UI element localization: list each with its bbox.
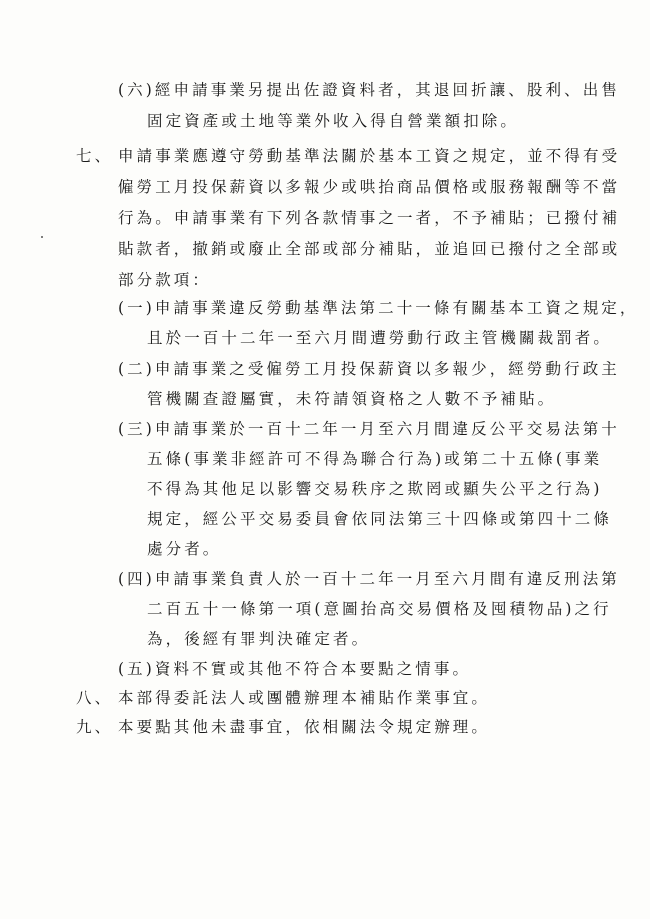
item4-line-1: (四)申請事業負責人於一百十二年一月至六月間有違反刑法第 xyxy=(118,570,620,588)
item4-line-3: 為，後經有罪判決確定者。 xyxy=(147,630,371,648)
item6-line-1: (六)經申請事業另提出佐證資料者，其退回折讓、股利、出售 xyxy=(118,81,620,99)
section7-line-1: 申請事業應遵守勞動基準法關於基本工資之規定，並不得有受 xyxy=(118,147,621,165)
section9-text: 本要點其他未盡事宜，依相關法令規定辦理。 xyxy=(118,718,491,736)
section7-marker: 七、 xyxy=(76,147,114,165)
item3-line-1: (三)申請事業於一百十二年一月至六月間違反公平交易法第十 xyxy=(118,420,620,438)
item1-line-2: 且於一百十二年一至六月間遭勞動行政主管機關裁罰者。 xyxy=(147,329,613,347)
item6-line-2: 固定資產或土地等業外收入得自營業額扣除。 xyxy=(147,112,520,130)
item1-line-1: (一)申請事業違反勞動基準法第二十一條有關基本工資之規定， xyxy=(118,299,639,317)
section7-line-3: 行為。申請事業有下列各款情事之一者，不予補貼；已撥付補 xyxy=(118,209,621,227)
item2-line-2: 管機關查證屬實，未符請領資格之人數不予補貼。 xyxy=(147,390,557,408)
section9-marker: 九、 xyxy=(76,718,114,736)
item4-line-2: 二百五十一條第一項(意圖抬高交易價格及囤積物品)之行 xyxy=(147,600,612,618)
item5-line-1: (五)資料不實或其他不符合本要點之情事。 xyxy=(118,660,472,678)
item3-line-2: 五條(事業非經許可不得為聯合行為)或第二十五條(事業 xyxy=(147,450,603,468)
section8-marker: 八、 xyxy=(76,689,114,707)
section7-line-4: 貼款者，撤銷或廢止全部或部分補貼，並追回已撥付之全部或 xyxy=(118,240,621,258)
section7-line-5: 部分款項： xyxy=(118,271,212,289)
item3-line-5: 處分者。 xyxy=(147,540,222,558)
scan-speck xyxy=(41,236,43,238)
item3-line-4: 規定，經公平交易委員會依同法第三十四條或第四十二條 xyxy=(147,510,613,528)
item3-line-3: 不得為其他足以影響交易秩序之欺罔或顯失公平之行為) xyxy=(147,480,603,498)
section8-text: 本部得委託法人或團體辦理本補貼作業事宜。 xyxy=(118,689,491,707)
item2-line-1: (二)申請事業之受僱勞工月投保薪資以多報少，經勞動行政主 xyxy=(118,360,620,378)
section7-line-2: 僱勞工月投保薪資以多報少或哄抬商品價格或服務報酬等不當 xyxy=(118,178,621,196)
